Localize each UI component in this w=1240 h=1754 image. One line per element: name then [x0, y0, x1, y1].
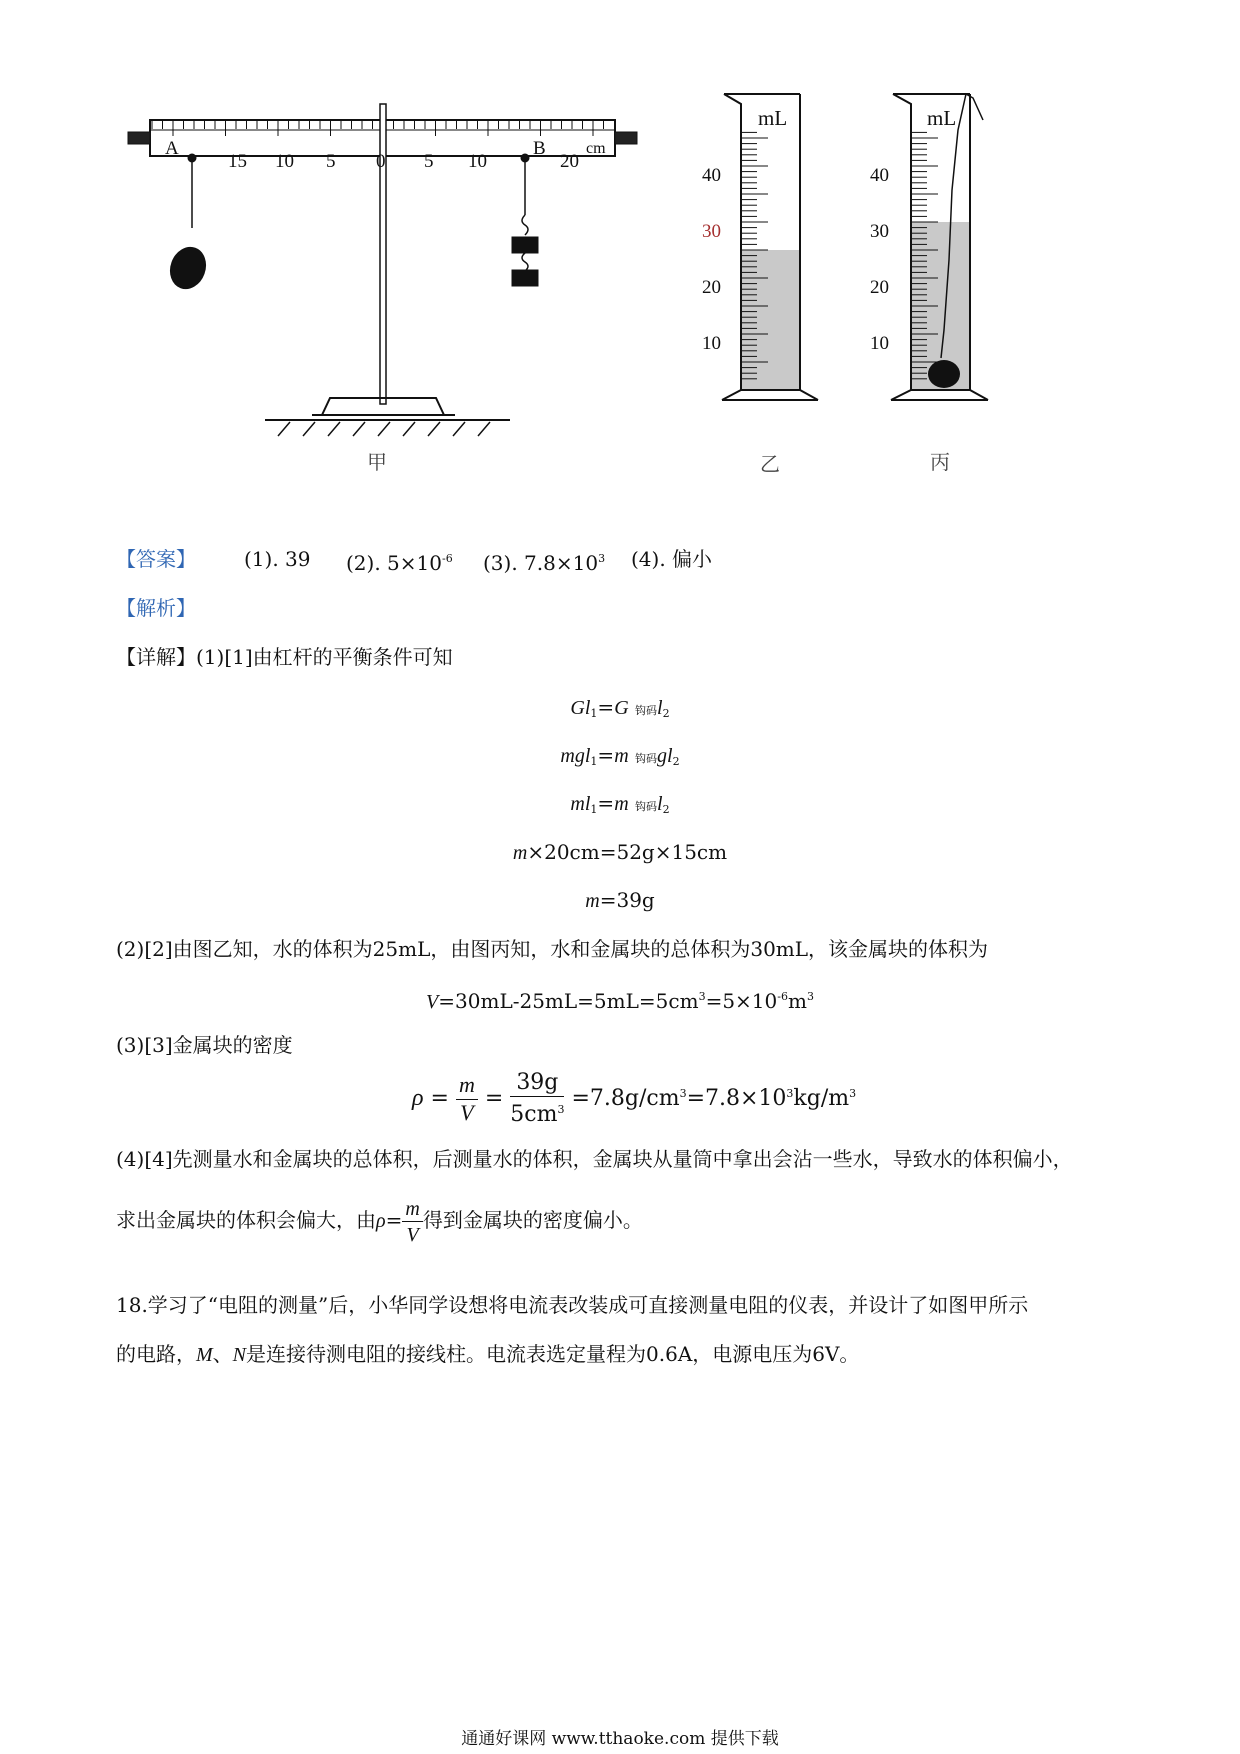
cylinder-bing-scale-10: 10 [870, 333, 889, 354]
equation-5: m=39g [585, 888, 655, 912]
caption-yi: 乙 [760, 454, 780, 476]
analysis-tag: 【解析】 [116, 596, 196, 620]
question-18-line-2: 的电路，M、N是连接待测电阻的接线柱。电流表选定量程为0.6A，电源电压为6V。 [116, 1342, 860, 1366]
ruler-label-b: B [533, 138, 546, 159]
answer-tag: 【答案】 [116, 547, 196, 571]
ruler-label-a: A [165, 138, 179, 159]
answer-4: (4). 偏小 [631, 547, 713, 571]
detail-line-1 [116, 643, 453, 671]
answer-2: (2). $5\times 10^{-6}$ [346, 551, 453, 575]
detail-tag: 【详解】 [116, 645, 196, 669]
ruler-tick-10-right: 10 [468, 151, 487, 172]
caption-bing: 丙 [930, 452, 950, 474]
question-18-line-1: 18.学习了“电阻的测量”后，小华同学设想将电流表改装成可直接测量电阻的仪表，并设计了如图甲所示 [116, 1293, 1029, 1317]
cylinder-bing-unit: mL [927, 106, 957, 130]
equation-3: $ml_1=m$ 钩码$l_2$ [570, 791, 670, 816]
detail-paragraph-2: (2)[2]由图乙知，水的体积为25mL，由图丙知，水和金属块的总体积为30mL，该金属块的体积为 [116, 937, 989, 961]
cylinder-yi-unit: mL [758, 106, 788, 130]
experiment-figure [0, 80, 1240, 480]
cylinder-yi-scale-20: 20 [702, 277, 721, 298]
detail-text-1: (1)[1]由杠杆的平衡条件可知 [196, 645, 453, 669]
ruler-tick-5-left: 5 [326, 151, 336, 172]
equation-4: m×20cm=52g×15cm [512, 840, 728, 864]
density-equation: ρ = $\frac{m}{V}$ = $\frac{39g}{5cm^3}$ $=7.8g/cm^3=7.8\times 10^3kg/m^3$ [412, 1070, 857, 1127]
ruler-tick-20: 20 [560, 151, 579, 172]
ruler-tick-10-left: 10 [275, 151, 294, 172]
metal-block-in-water [928, 360, 960, 388]
cylinder-bing-scale-20: 20 [870, 277, 889, 298]
caption-jia: 甲 [367, 452, 387, 474]
cylinder-bing [870, 94, 988, 400]
cylinder-yi [702, 94, 818, 400]
answer-1: (1). 39 [244, 547, 311, 571]
equation-6: $V=30mL-25mL=5mL=5cm^3=5\times 10^{-6}m^3$ [426, 989, 814, 1013]
answer-3: (3). $7.8\times 10^3$ [483, 551, 606, 575]
footer: 通通好课网 www.tthaoke.com 提供下载 [461, 1729, 779, 1749]
answer-line [116, 545, 713, 575]
detail-paragraph-3: (3)[3]金属块的密度 [116, 1033, 293, 1057]
ruler-tick-0: 0 [376, 151, 386, 172]
ruler-tick-15: 15 [228, 151, 247, 172]
cylinder-yi-scale-10: 10 [702, 333, 721, 354]
detail-paragraph-4: (4)[4]先测量水和金属块的总体积，后测量水的体积，金属块从量筒中拿出会沾一些水，导致水的体积偏小， [116, 1147, 1073, 1171]
equation-2: mgl$_1$=m 钩码$gl_2$ [560, 743, 680, 768]
cylinder-yi-scale-30: 30 [702, 221, 721, 242]
cylinder-bing-scale-40: 40 [870, 165, 889, 186]
cylinder-yi-scale-40: 40 [702, 165, 721, 186]
equation-1: $Gl_1=G$ 钩码$l_2$ [570, 695, 670, 720]
ruler-unit: cm [586, 140, 606, 157]
detail-paragraph-5: 求出金属块的体积会偏大，由ρ= $\frac{m}{V}$ 得到金属块的密度偏小。 [116, 1198, 643, 1246]
cylinder-bing-scale-30: 30 [870, 221, 889, 242]
ruler-tick-5-right: 5 [424, 151, 434, 172]
